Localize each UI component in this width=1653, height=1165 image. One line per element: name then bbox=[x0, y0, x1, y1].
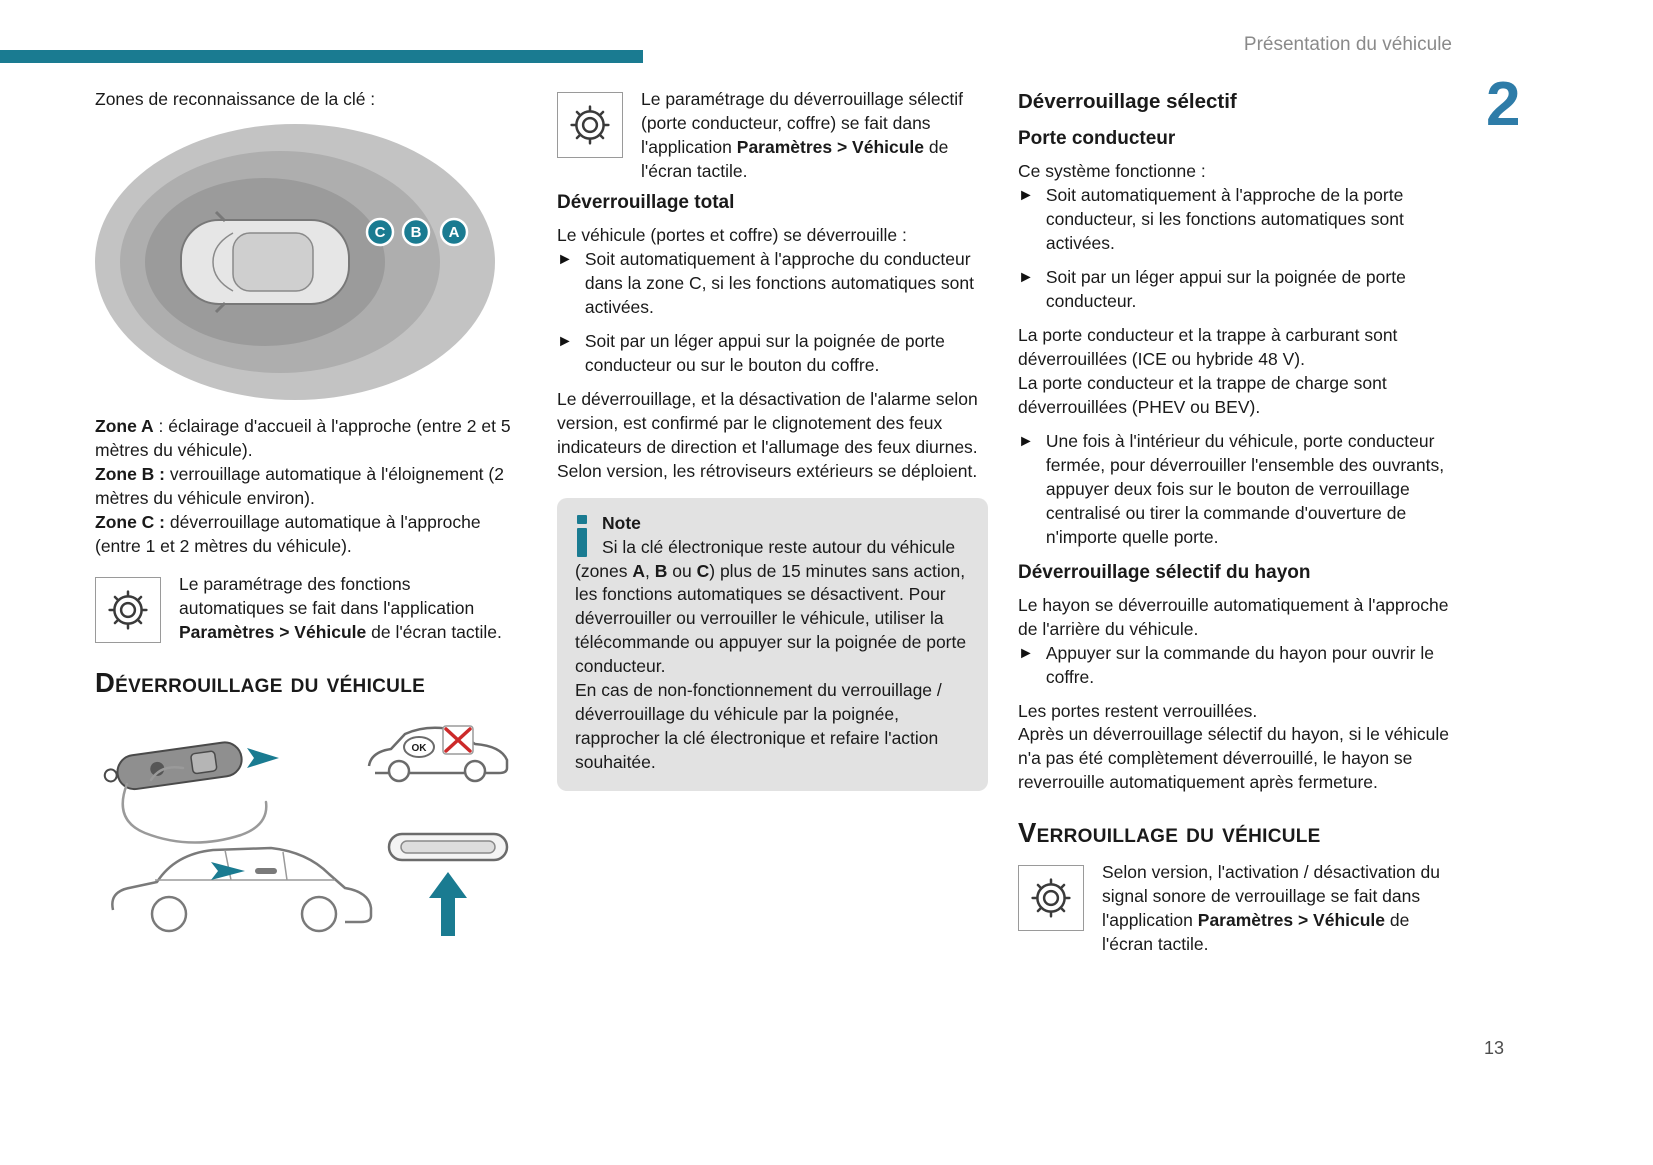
bullet-arrow-icon: ► bbox=[1018, 644, 1034, 662]
settings-info-text bbox=[179, 573, 513, 645]
bullet-text: Soit par un léger appui sur la poignée de porte conducteur. bbox=[1045, 266, 1406, 311]
bullet-arrow-icon: ► bbox=[1018, 432, 1034, 450]
settings-text-before: Le paramétrage du déverrouillage sélectif (porte conducteur, coffre) se fait dans l'application bbox=[641, 89, 963, 157]
settings-info-right bbox=[1018, 861, 1454, 957]
press-arrow-icon bbox=[247, 748, 279, 768]
note-zone-b: B bbox=[654, 560, 668, 581]
settings-text-bold: Paramètres > Véhicule bbox=[179, 621, 367, 642]
bullet-item bbox=[557, 248, 988, 320]
bullet-text: Appuyer sur la commande du hayon pour ouvrir le coffre. bbox=[1045, 642, 1434, 687]
suv-door-handle-illustration bbox=[112, 848, 371, 931]
note-text: , bbox=[645, 560, 655, 581]
zone-b-description bbox=[95, 463, 513, 511]
bullet-arrow-icon: ► bbox=[557, 250, 573, 268]
settings-text-bold: Paramètres > Véhicule bbox=[736, 136, 925, 157]
bullet-text: Une fois à l'intérieur du véhicule, porte conducteur fermée, pour déverrouiller l'ensemble des ouvrants, appuyer deux fois sur le bouton de verrouillage centralisé ou tirer la commande d'ouverture de n'importe quelle porte. bbox=[1045, 430, 1445, 547]
settings-text-after: de l'écran tactile. bbox=[366, 621, 502, 642]
key-fob-hand-illustration bbox=[102, 740, 279, 842]
gear-icon bbox=[557, 92, 623, 158]
ok-label: OK bbox=[411, 743, 427, 755]
settings-info-text bbox=[641, 88, 988, 184]
up-arrow-icon bbox=[429, 872, 467, 936]
selective-intro: Ce système fonctionne : bbox=[1018, 161, 1206, 182]
page-header-title: Présentation du véhicule bbox=[1243, 34, 1452, 55]
bullet-text: Soit automatiquement à l'approche du conducteur dans la zone C, si les fonctions automatiques sont activées. bbox=[584, 248, 974, 317]
fuel-flap-text: La porte conducteur et la trappe à carburant sont déverrouillées (ICE ou hybride 48 V). bbox=[1018, 324, 1398, 369]
doors-locked-text: Les portes restent verrouillées. bbox=[1018, 700, 1258, 721]
column-left bbox=[95, 88, 513, 960]
bullet-text: Soit par un léger appui sur la poignée de porte conducteur ou sur le bouton du coffre. bbox=[584, 330, 945, 375]
car-top-view bbox=[181, 212, 349, 312]
section-heading-unlocking: Déverrouillage du véhicule bbox=[95, 666, 426, 698]
note-title: Note bbox=[602, 512, 641, 533]
bullet-item bbox=[1018, 430, 1454, 550]
door-handle bbox=[255, 868, 277, 874]
bullet-arrow-icon: ► bbox=[557, 332, 573, 350]
heading-total-unlock: Déverrouillage total bbox=[557, 191, 735, 213]
relock-description bbox=[1018, 700, 1454, 796]
heading-selective-unlock: Déverrouillage sélectif bbox=[1018, 90, 1237, 113]
relock-text: Après un déverrouillage sélectif du hayon, si le véhicule n'a pas été complètement déverrouillé, le hayon se reverrouille automatiquement après fermeture. bbox=[1018, 724, 1449, 793]
bullet-text: Soit automatiquement à l'approche de la porte conducteur, si les fonctions automatiques sont activées. bbox=[1045, 185, 1404, 253]
column-right bbox=[1018, 88, 1454, 963]
mirrors-text: Selon version, les rétroviseurs extérieurs se déploient. bbox=[557, 460, 978, 481]
zone-badge-c-label: C bbox=[374, 223, 386, 241]
page-number: 13 bbox=[1484, 1038, 1505, 1058]
column-middle bbox=[557, 88, 988, 791]
zone-c-description bbox=[95, 511, 513, 559]
note-text: Si la clé électronique reste autour du véhicule (zones bbox=[575, 536, 956, 581]
settings-text-before: Selon version, l'activation / désactivation du signal sonore de verrouillage se fait dans l'application bbox=[1102, 861, 1440, 930]
flap-unlock-description bbox=[1018, 324, 1454, 420]
zone-b-text: verrouillage automatique à l'éloignement (2 mètres du véhicule environ). bbox=[95, 463, 504, 508]
bullet-item bbox=[557, 330, 988, 378]
bullet-item bbox=[1018, 184, 1454, 256]
door-handle-button-illustration bbox=[389, 834, 507, 936]
info-icon bbox=[575, 515, 590, 557]
chapter-accent-bar bbox=[0, 50, 643, 63]
note-paragraph-1 bbox=[575, 536, 970, 680]
settings-text-before: Le paramétrage des fonctions automatiques se fait dans l'application bbox=[179, 573, 475, 618]
note-zone-c: C bbox=[696, 560, 710, 581]
key-zones-diagram bbox=[95, 120, 513, 405]
bullet-arrow-icon: ► bbox=[1018, 268, 1034, 286]
zone-a-text: : éclairage d'accueil à l'approche (entre 2 et 5 mètres du véhicule). bbox=[95, 415, 511, 460]
settings-info-text bbox=[1102, 861, 1454, 957]
unlock-confirmation-text: Le déverrouillage, et la désactivation de l'alarme selon version, est confirmé par le clignotement des feux indicateurs de direction et l'allumage des feux diurnes. bbox=[557, 388, 978, 457]
zone-c-label: Zone C : bbox=[95, 511, 165, 532]
gear-icon bbox=[95, 577, 161, 643]
total-unlock-intro: Le véhicule (portes et coffre) se déverrouille : bbox=[557, 224, 907, 245]
zone-badge-a-label: A bbox=[448, 223, 460, 241]
note-box bbox=[557, 498, 988, 792]
zone-b-label: Zone B : bbox=[95, 463, 165, 484]
note-text: ou bbox=[667, 560, 697, 581]
gear-icon bbox=[1018, 865, 1084, 931]
subheading-driver-door: Porte conducteur bbox=[1018, 128, 1176, 150]
chapter-number: 2 bbox=[1486, 70, 1521, 139]
zone-a-label: Zone A bbox=[95, 415, 154, 436]
bullet-arrow-icon: ► bbox=[1018, 187, 1034, 205]
bullet-item bbox=[1018, 642, 1454, 690]
car-ok-x-illustration bbox=[369, 726, 507, 781]
settings-text-after: de l'écran tactile. bbox=[641, 136, 949, 181]
settings-info-left bbox=[95, 573, 513, 645]
note-paragraph-2: En cas de non-fonctionnement du verrouillage / déverrouillage du véhicule par la poignée, rapprocher la clé électronique et refaire l'action souhaitée. bbox=[575, 680, 942, 773]
settings-text-bold: Paramètres > Véhicule bbox=[1197, 909, 1386, 930]
key-zones-intro: Zones de reconnaissance de la clé : bbox=[95, 89, 376, 109]
zone-a-description bbox=[95, 415, 513, 463]
tailgate-text: Le hayon se déverrouille automatiquement à l'approche de l'arrière du véhicule. bbox=[1018, 594, 1449, 639]
unlocking-illustrations bbox=[95, 710, 513, 960]
heading-tailgate-unlock: Déverrouillage sélectif du hayon bbox=[1018, 561, 1311, 583]
zone-badge-b-label: B bbox=[410, 223, 422, 241]
zone-c-text: déverrouillage automatique à l'approche (entre 1 et 2 mètres du véhicule). bbox=[95, 511, 481, 556]
charge-flap-text: La porte conducteur et la trappe de charge sont déverrouillées (PHEV ou BEV). bbox=[1018, 372, 1387, 417]
zones-description bbox=[95, 415, 513, 559]
note-text: ) plus de 15 minutes sans action, les fonctions automatiques se désactivent. Pour déverrouiller ou verrouiller le véhicule, utiliser la télécommande ou appuyer sur la poignée de porte conducteur. bbox=[575, 560, 967, 677]
settings-info-middle bbox=[557, 88, 988, 184]
bullet-item bbox=[1018, 266, 1454, 314]
settings-text-after: de l'écran tactile. bbox=[1102, 909, 1410, 954]
note-zone-a: A bbox=[632, 560, 646, 581]
section-heading-locking: Verrouillage du véhicule bbox=[1018, 817, 1321, 849]
